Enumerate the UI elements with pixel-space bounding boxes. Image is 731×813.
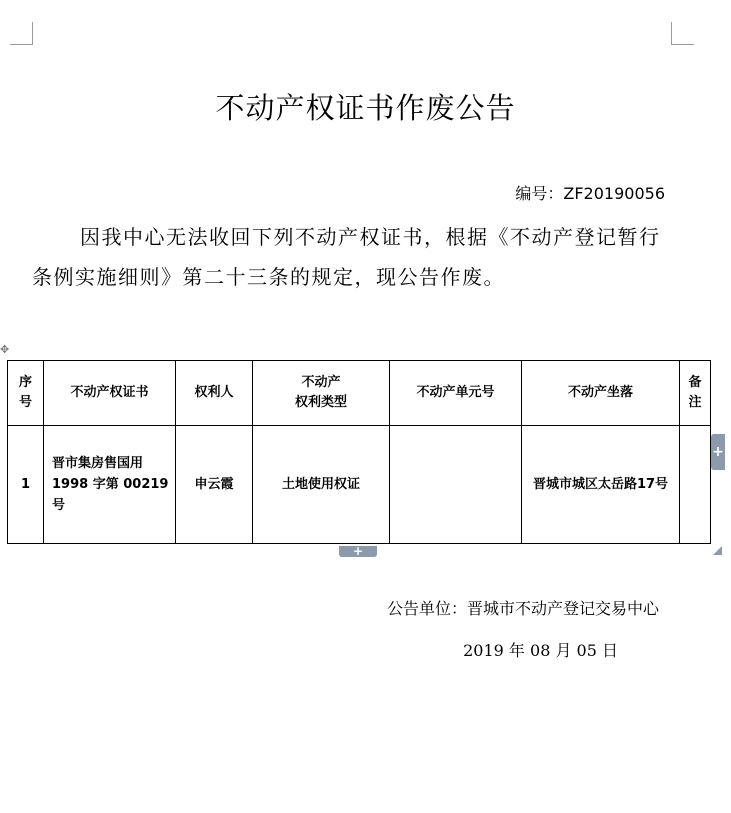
- cell-right-type: 土地使用权证: [253, 426, 390, 544]
- header-holder: 权利人: [176, 361, 253, 426]
- table-row: [8, 426, 711, 544]
- cell-remark: [680, 426, 711, 544]
- cell-unit-no: [390, 426, 522, 544]
- header-location: 不动产坐落: [522, 361, 680, 426]
- table-header-row: [8, 361, 711, 426]
- header-cert: 不动产权证书: [44, 361, 176, 426]
- page-title: 不动产权证书作废公告: [215, 91, 516, 125]
- document-number: 编号：ZF20190056: [515, 184, 665, 203]
- table-resize-handle-icon[interactable]: [713, 546, 722, 555]
- certificate-table: [7, 360, 711, 544]
- page-margin-corner-top-left: [10, 22, 33, 45]
- table-move-handle-icon[interactable]: ✥: [0, 343, 10, 356]
- header-remark: 备 注: [680, 361, 711, 426]
- cell-holder: 申云霞: [176, 426, 253, 544]
- cell-seq: 1: [8, 426, 44, 544]
- cell-cert: 晋市集房售国用1998 字第 00219号: [44, 426, 176, 544]
- issue-date: 2019 年 08 月 05 日: [463, 641, 618, 660]
- header-right-type: 不动产 权利类型: [253, 361, 390, 426]
- announcement-body: 因我中心无法收回下列不动产权证书，根据《不动产登记暂行条例实施细则》第二十三条的规定，现公告作废。: [32, 225, 661, 289]
- page-margin-corner-top-right: [671, 22, 694, 45]
- header-seq: 序 号: [8, 361, 44, 426]
- cell-location: 晋城市城区太岳路17号: [522, 426, 680, 544]
- add-row-plus-icon[interactable]: +: [339, 546, 377, 557]
- issuer: 公告单位：晋城市不动产登记交易中心: [386, 599, 659, 618]
- add-column-plus-icon[interactable]: +: [711, 434, 725, 470]
- certificate-table-wrapper: [7, 360, 711, 544]
- header-unit-no: 不动产单元号: [390, 361, 522, 426]
